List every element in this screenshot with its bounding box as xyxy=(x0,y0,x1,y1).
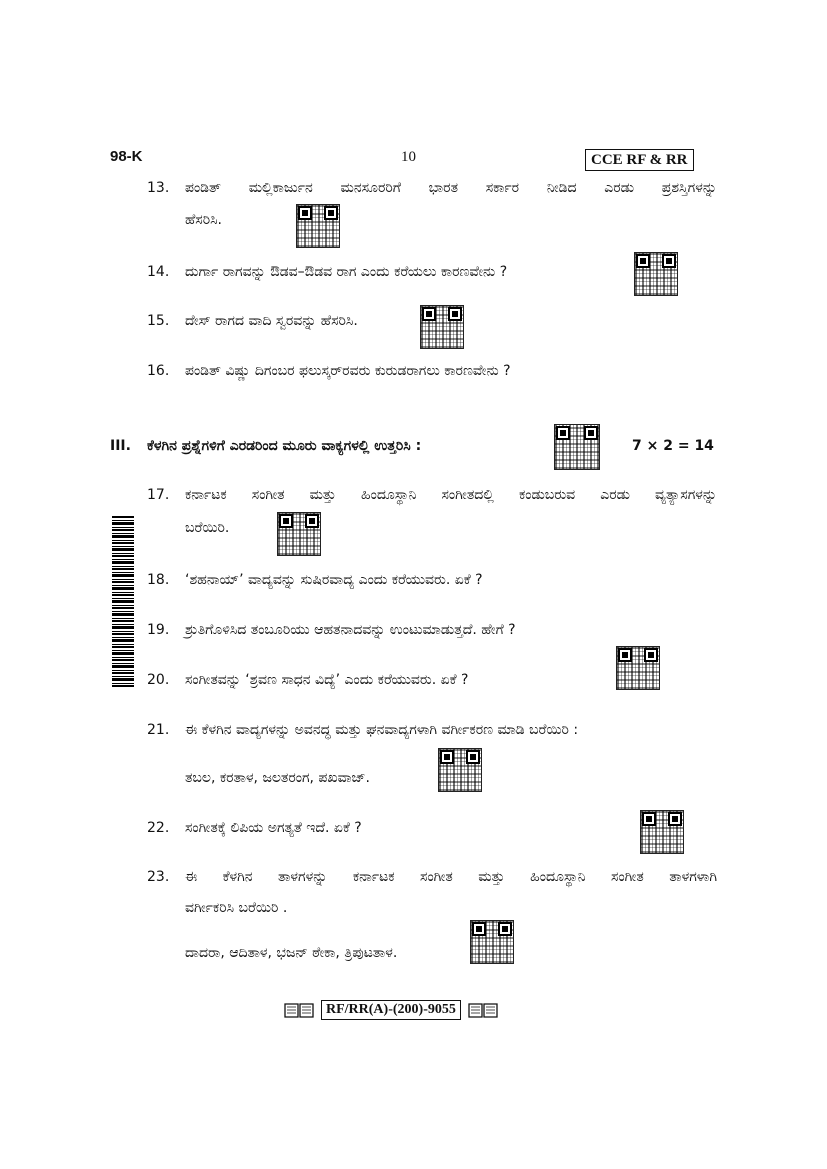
question-text: ಈ ಕೆಳಗಿನ ವಾದ್ಯಗಳನ್ನು ಅವನದ್ಧ ಮತ್ತು ಘನವಾದ್ಯಗಳಾಗಿ ವರ್ಗೀಕರಣ ಮಾಡಿ ಬರೆಯಿರಿ : xyxy=(185,722,579,738)
question-number: 23. xyxy=(147,869,170,885)
question-number: 22. xyxy=(147,820,170,836)
qr-code-icon xyxy=(554,424,600,470)
question-number: 17. xyxy=(147,487,170,503)
question-number: 15. xyxy=(147,313,170,329)
question-number: 13. xyxy=(147,180,170,196)
exam-label: CCE RF & RR xyxy=(585,149,694,171)
qr-code-icon xyxy=(438,748,482,792)
question-text: ‘ಶಹನಾಯ್’ ವಾದ್ಯವನ್ನು ಸುಷಿರವಾದ್ಯ ಎಂದು ಕರೆಯುವರು. ಏಕೆ ? xyxy=(185,572,483,588)
question-text-options: ದಾದರಾ, ಆದಿತಾಳ, ಭಜನ್ ಠೇಕಾ, ತ್ರಿಪುಟತಾಳ. xyxy=(185,945,398,961)
footer xyxy=(283,1000,499,1020)
open-book-icon xyxy=(467,1001,499,1019)
qr-code-icon xyxy=(470,920,514,964)
qr-code-icon xyxy=(277,512,321,556)
section-instruction: ಕೆಳಗಿನ ಪ್ರಶ್ನೆಗಳಿಗೆ ಎರಡರಿಂದ ಮೂರು ವಾಕ್ಯಗಳಲ್ಲಿ ಉತ್ತರಿಸಿ : xyxy=(147,438,422,454)
question-text: ಪಂಡಿತ್ ವಿಷ್ಣು ದಿಗಂಬರ ಫಲುಸ್ಕರ್‌ರವರು ಕುರುಡರಾಗಲು ಕಾರಣವೇನು ? xyxy=(185,363,511,379)
barcode-icon xyxy=(112,515,134,687)
footer-code: RF/RR(A)-(200)-9055 xyxy=(321,1000,461,1020)
qr-code-icon xyxy=(420,305,464,349)
question-number: 21. xyxy=(147,722,170,738)
question-text-cont: ವರ್ಗೀಕರಿಸಿ ಬರೆಯಿರಿ . xyxy=(185,900,288,916)
qr-code-icon xyxy=(634,252,678,296)
section-marks: 7 × 2 = 14 xyxy=(632,438,714,454)
question-text: ದುರ್ಗಾ ರಾಗವನ್ನು ಔಡವ–ಔಡವ ರಾಗ ಎಂದು ಕರೆಯಲು ಕಾರಣವೇನು ? xyxy=(185,264,508,280)
question-text-cont: ತಬಲ, ಕರತಾಳ, ಜಲತರಂಗ, ಪಖವಾಜ್. xyxy=(185,770,370,786)
question-text: ಸಂಗೀತಕ್ಕೆ ಲಿಪಿಯ ಅಗತ್ಯತೆ ಇದೆ. ಏಕೆ ? xyxy=(185,820,362,836)
question-number: 14. xyxy=(147,264,170,280)
section-number: III. xyxy=(110,438,131,454)
question-number: 19. xyxy=(147,622,170,638)
question-number: 16. xyxy=(147,363,170,379)
open-book-icon xyxy=(283,1001,315,1019)
question-text: ದೇಸ್ ರಾಗದ ವಾದಿ ಸ್ವರವನ್ನು ಹೆಸರಿಸಿ. xyxy=(185,313,358,329)
question-text-cont: ಬರೆಯಿರಿ. xyxy=(185,520,230,536)
question-text: ಶ್ರುತಿಗೊಳಿಸಿದ ತಂಬೂರಿಯು ಆಹತನಾದವನ್ನು ಉಂಟುಮಾಡುತ್ತದೆ. ಹೇಗೆ ? xyxy=(185,622,516,638)
question-text: ಪಂಡಿತ್ ಮಲ್ಲಿಕಾರ್ಜುನ ಮನಸೂರರಿಗೆ ಭಾರತ ಸರ್ಕಾರ ನೀಡಿದ ಎರಡು ಪ್ರಶಸ್ತಿಗಳನ್ನು xyxy=(185,180,717,196)
question-text: ಸಂಗೀತವನ್ನು ‘ಶ್ರವಣ ಸಾಧನ ವಿದ್ಯೆ’ ಎಂದು ಕರೆಯುವರು. ಏಕೆ ? xyxy=(185,672,469,688)
page-number: 10 xyxy=(401,149,416,165)
question-number: 20. xyxy=(147,672,170,688)
qr-code-icon xyxy=(616,646,660,690)
header-code: 98-K xyxy=(110,148,143,165)
question-text: ಕರ್ನಾಟಕ ಸಂಗೀತ ಮತ್ತು ಹಿಂದೂಸ್ಥಾನಿ ಸಂಗೀತದಲ್ಲಿ ಕಂಡುಬರುವ ಎರಡು ವ್ಯತ್ಯಾಸಗಳನ್ನು xyxy=(185,487,717,503)
question-text-cont: ಹೆಸರಿಸಿ. xyxy=(185,212,222,228)
question-text: ಈ ಕೆಳಗಿನ ತಾಳಗಳನ್ನು ಕರ್ನಾಟಕ ಸಂಗೀತ ಮತ್ತು ಹಿಂದೂಸ್ಥಾನಿ ಸಂಗೀತ ತಾಳಗಳಾಗಿ xyxy=(185,869,717,885)
qr-code-icon xyxy=(640,810,684,854)
question-number: 18. xyxy=(147,572,170,588)
qr-code-icon xyxy=(296,204,340,248)
